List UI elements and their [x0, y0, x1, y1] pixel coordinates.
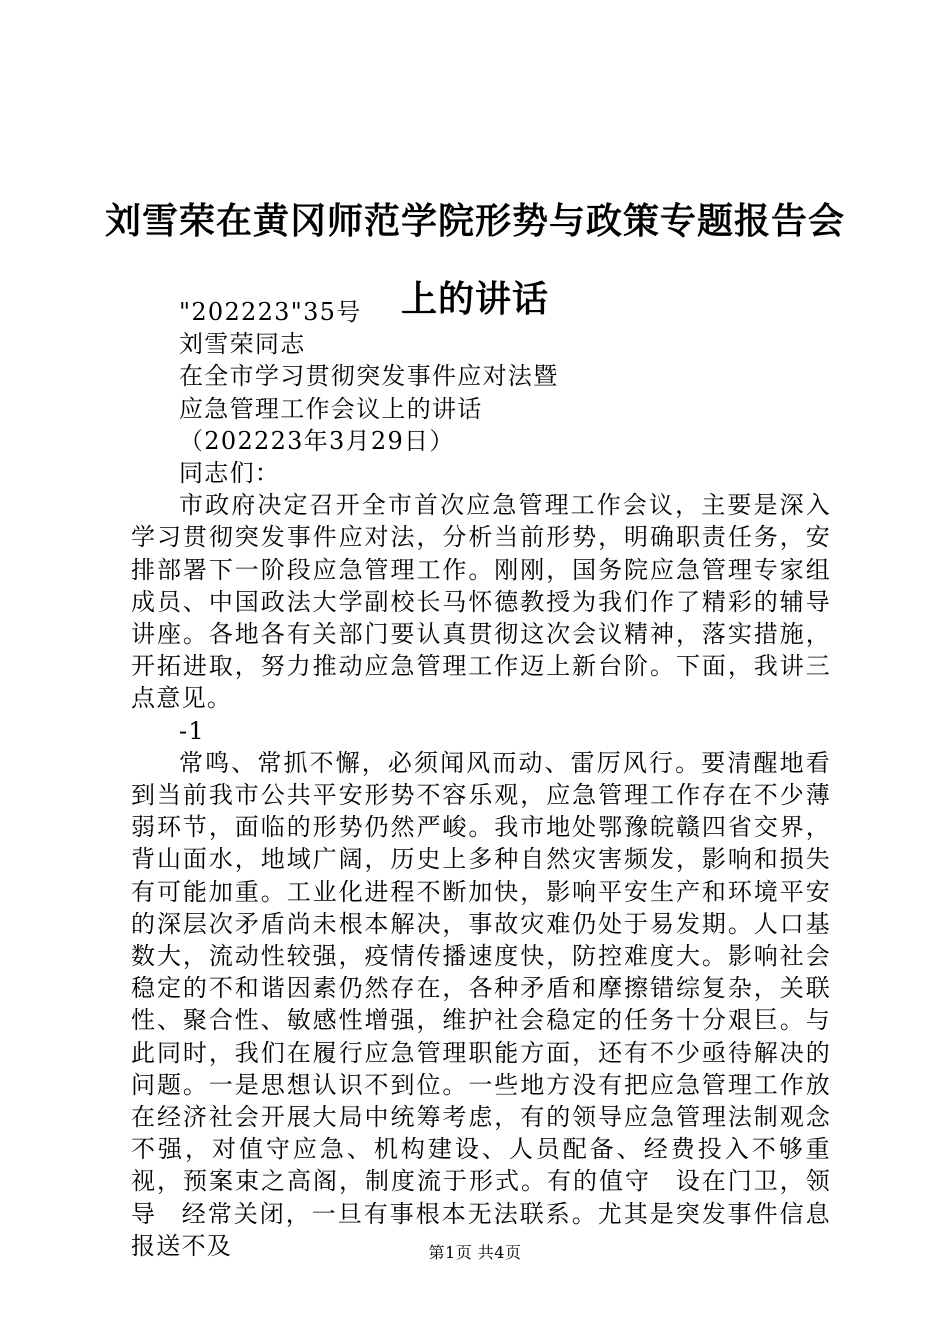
- title-line-2: 上的讲话: [400, 278, 549, 320]
- paragraph-2-part-3: 经常关闭，一旦有事根本无法联系。尤其是突发事件信息报送不及: [131, 1199, 831, 1260]
- paragraph-2: [131, 747, 831, 1262]
- paragraph-2-part-1: 常鸣、常抓不懈，必须闻风而动、雷厉风行。要清醒地看到当前我市公共平安形势不容乐观，应急管理工作存在不少薄弱环节，面临的形势仍然严峻。我市地处鄂豫皖赣四省交界，背山面水，地域广阔，历史上多种自然灾害频发，影响和损失有可能加重。工业化进程不断加快，影响平安生产和环境平安的深层次矛盾尚未根本解决，事故灾难仍处于易发期。人口基数大，流动性较强，疫情传播速度快，防控难度大。影响社会稳定的不和谐因素仍然存在，各种矛盾和摩擦错综复杂，关联性、聚合性、敏感性增强，维护社会稳定的任务十分艰巨。与此同时，我们在履行应急管理职能方面，还有不少亟待解决的问题。一是思想认识不到位。一些地方没有把应急管理工作放在经济社会开展大局中统筹考虑，有的领导应急管理法制观念不强，对值守应急、机构建设、人员配备、经费投入不够重视，预案束之高阁，制度流于形式。有的值守: [131, 748, 831, 1196]
- speech-title-line-1: 在全市学习贯彻突发事件应对法暨: [179, 362, 559, 391]
- section-marker: -1: [179, 716, 205, 745]
- page-footer: 第1页 共4页: [428, 1243, 522, 1262]
- title-line-1: 刘雪荣在黄冈师范学院形势与政策专题报告会: [104, 200, 845, 242]
- document-number: "202223"35号: [179, 298, 362, 326]
- speech-title-line-2: 应急管理工作会议上的讲话: [179, 394, 483, 423]
- paragraph-1: 市政府决定召开全市首次应急管理工作会议，主要是深入学习贯彻突发事件应对法，分析当前形势，明确职责任务，安排部署下一阶段应急管理工作。刚刚，国务院应急管理专家组成员、中国政法大学副校长马怀德教授为我们作了精彩的辅导讲座。各地各有关部门要认真贯彻这次会议精神，落实措施，开拓进取，努力推动应急管理工作迈上新台阶。下面，我讲三点意见。: [131, 491, 831, 713]
- paragraph-2-part-2: 设在门卫，领导: [131, 1167, 831, 1228]
- salutation: 同志们：: [179, 459, 281, 488]
- speaker-name: 刘雪荣同志: [179, 330, 306, 359]
- speech-date: （202223年3月29日）: [179, 426, 455, 455]
- document-body: [131, 296, 831, 1262]
